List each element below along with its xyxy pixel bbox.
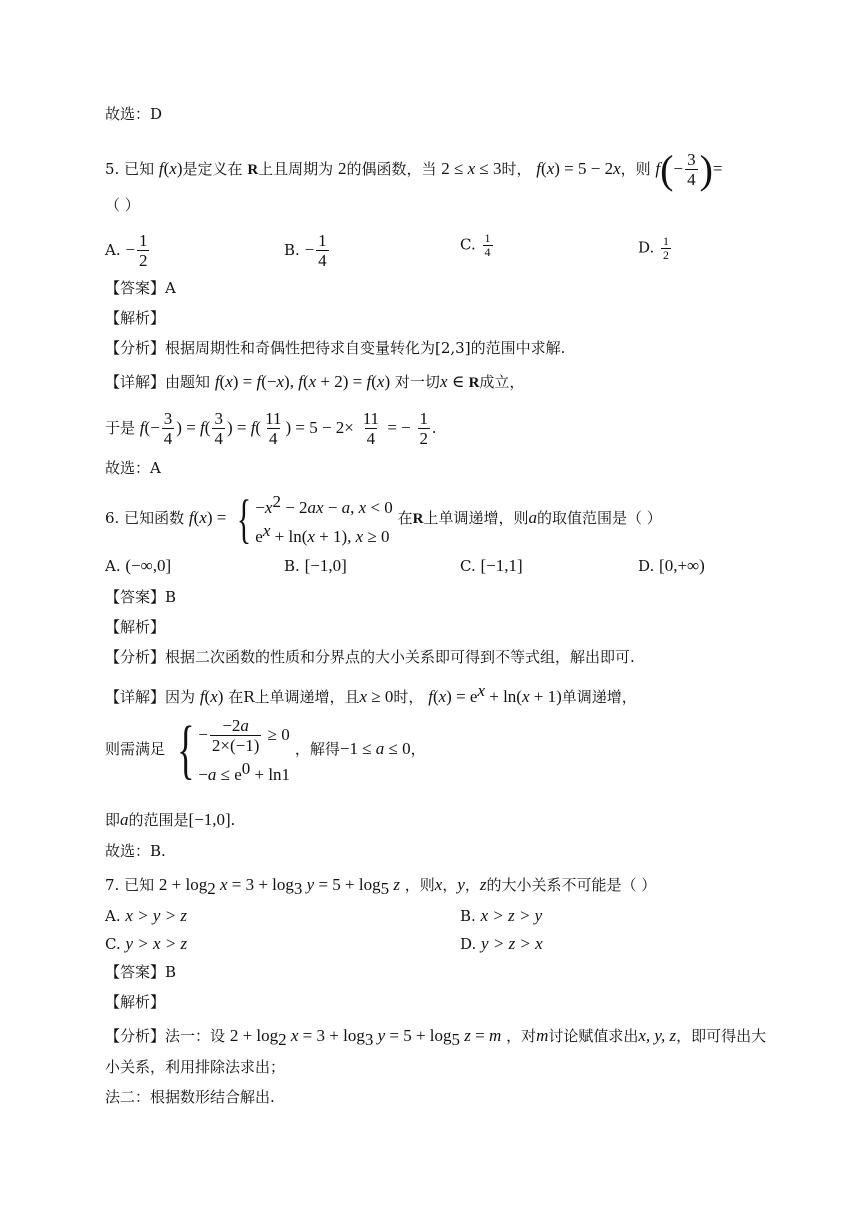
q7-analysis-heading: 【解析】	[105, 993, 166, 1011]
q6-answer: 【答案】B	[105, 588, 177, 606]
q7-fa2: 法二：根据数形结合解出.	[105, 1088, 275, 1106]
q7-option-a[interactable]: A. x > y > z	[105, 906, 188, 925]
q7-option-b[interactable]: B. x > z > y	[460, 906, 543, 925]
q6-inequality-system: 则需满足 { − $\frac{-2a}{2\times(-1)}$ ≥ 0 $-a \le e^0 + \ln 1$ ，解得−1 ≤ a ≤ 0，	[105, 713, 426, 786]
q5-fenxi: 【分析】根据周期性和奇偶性把待求自变量转化为[2,3]的范围中求解.	[105, 339, 566, 357]
q6-analysis-heading: 【解析】	[105, 618, 166, 636]
q6-xiangjie: 【详解】因为 f(x) 在R上单调递增，且x ≥ 0时， $f(x) = e^x + \ln(x + 1)$单调递增，	[105, 681, 637, 706]
q5-paren: （ ）	[105, 196, 140, 214]
q7-stem: 7. 已知 $2 + \log_2 x = 3 + \log_3 y = 5 + \log_5 z$ ，则x，y，z的大小关系不可能是（ ）	[105, 875, 657, 898]
q7-answer: 【答案】B	[105, 963, 177, 981]
q5-answer: 【答案】A	[105, 279, 176, 297]
q6-option-b[interactable]: B. [−1,0]	[284, 556, 347, 575]
q5-computation: 于是 f(− $\frac{3}{4}$ ) = f( $\frac{3}{4}$ ) = f( $\frac{11}{4}$ ) = 5 − 2× $\frac{11}{4}$ = − $\frac{1}{2}$ .	[105, 409, 437, 448]
q5-option-a[interactable]: A. − $\frac{1}{2}$	[105, 231, 148, 270]
q5-stem: 5. 已知 f(x)是定义在 R上且周期为 2的偶函数，当 2 ≤ x ≤ 3时， f(x) = 5 − 2x，则 f(− $\frac{3}{4}$ )=	[105, 147, 723, 192]
q5-conclusion: 故选：A	[105, 459, 161, 477]
q6-range: 即a的范围是[−1,0].	[105, 810, 235, 829]
q6-stem: 6. 已知函数 f(x) = { $-x^2 - 2ax - a$, x < 0 $e^x + \ln(x + 1)$, x ≥ 0 在R上单调递增，则a的取值范围是（ ）	[105, 489, 662, 549]
q6-option-c[interactable]: C. [−1,1]	[460, 556, 523, 575]
q5-option-b[interactable]: B. − $\frac{1}{4}$	[284, 231, 327, 270]
q7-option-c[interactable]: C. y > x > z	[105, 934, 188, 953]
q5-option-d[interactable]: D. $\frac{1}{2}$	[638, 234, 670, 262]
q6-option-a[interactable]: A. (−∞,0]	[105, 556, 172, 575]
q6-conclusion: 故选：B.	[105, 842, 166, 860]
q6-fenxi: 【分析】根据二次函数的性质和分界点的大小关系即可得到不等式组，解出即可.	[105, 648, 635, 666]
prev-answer-line: 故选：D	[105, 105, 163, 123]
q5-analysis-heading: 【解析】	[105, 309, 166, 327]
q7-fenxi: 【分析】法一：设 $2 + \log_2 x = 3 + \log_3 y = 5 + \log_5 z = m$ ，对m讨论赋值求出x, y, z，即可得出大	[105, 1026, 767, 1049]
q7-fenxi-cont: 小关系，利用排除法求出；	[105, 1058, 286, 1076]
q5-option-c[interactable]: C. $\frac{1}{4}$	[460, 231, 491, 259]
q5-xiangjie: 【详解】由题知 f(x) = f(−x), f(x + 2) = f(x) 对一切x ∈ R成立，	[105, 372, 525, 391]
q7-option-d[interactable]: D. y > z > x	[460, 934, 543, 953]
q6-option-d[interactable]: D. [0,+∞)	[638, 556, 705, 575]
